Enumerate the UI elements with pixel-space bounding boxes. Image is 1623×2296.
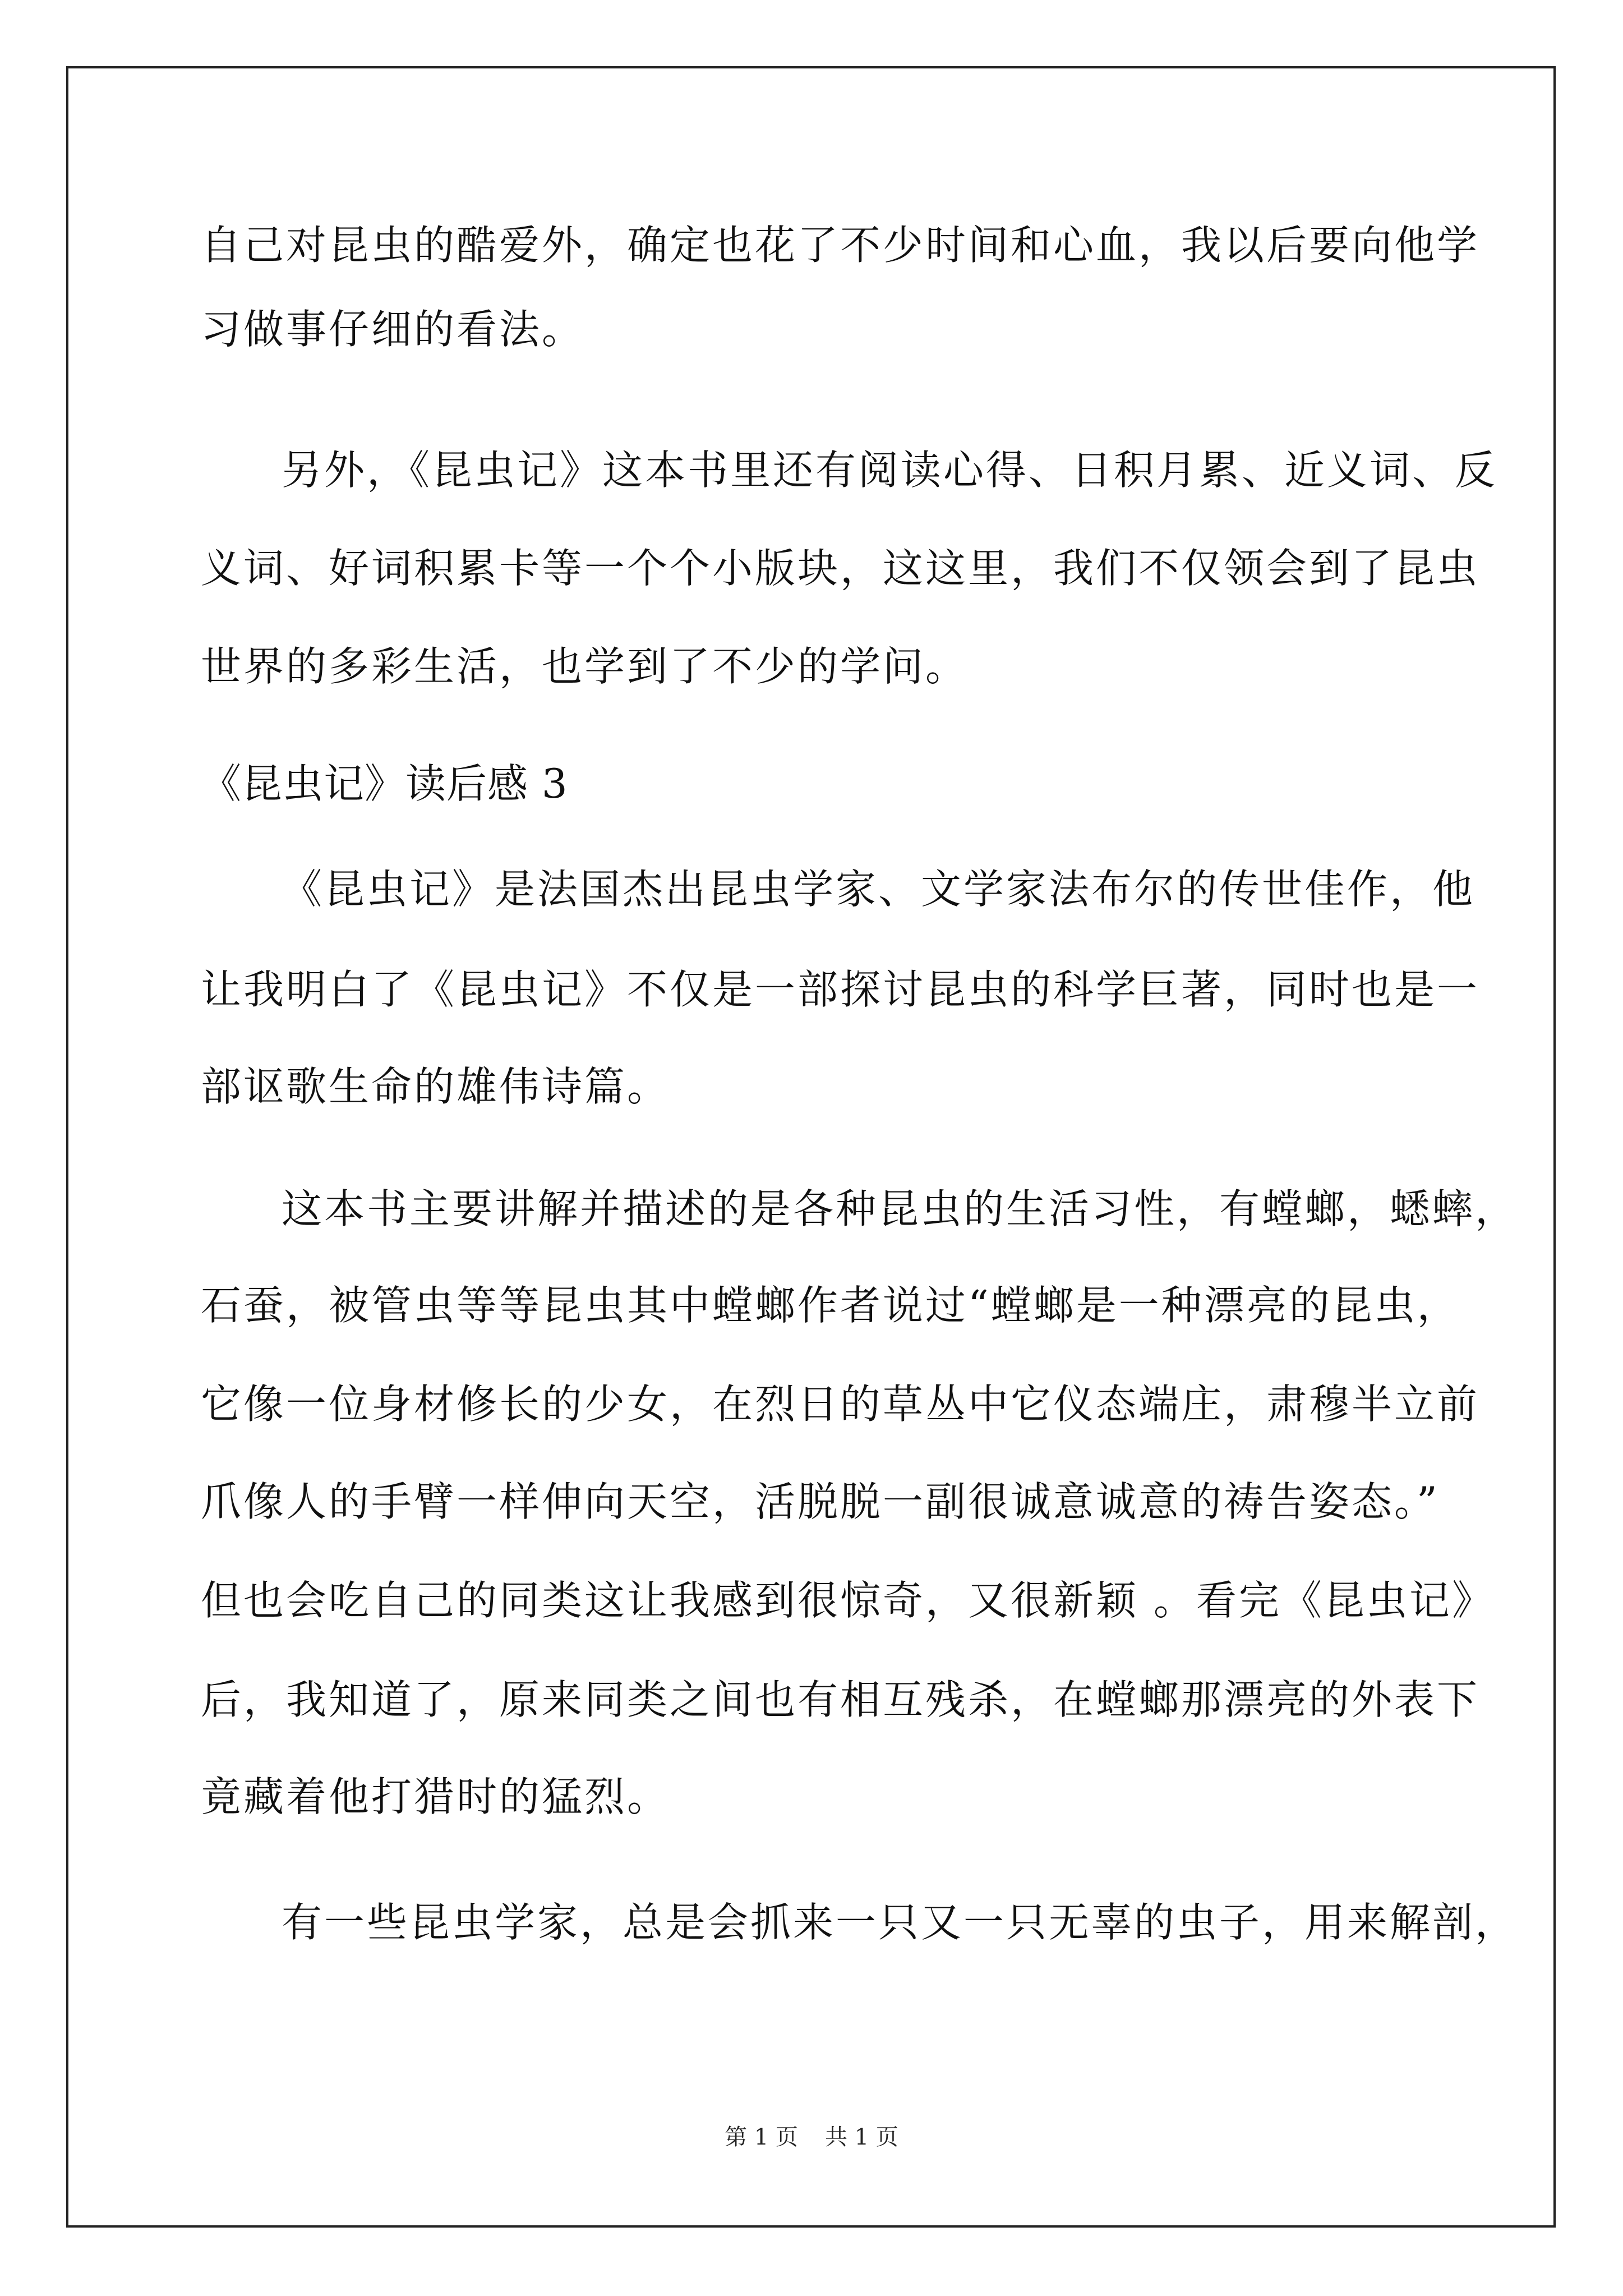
paragraph-line: 《昆虫记》是法国杰出昆虫学家、文学家法布尔的传世佳作，他 <box>282 866 1476 913</box>
paragraph-line: 部讴歌生命的雄伟诗篇。 <box>201 1063 670 1110</box>
section-heading: 《昆虫记》读后感 3 <box>201 760 568 807</box>
paragraph-line: 世界的多彩生活，也学到了不少的学问。 <box>201 643 969 690</box>
paragraph-line: 这本书主要讲解并描述的是各种昆虫的生活习性，有螳螂，蟋蟀， <box>282 1185 1518 1232</box>
paragraph-line: 自己对昆虫的酷爱外，确定也花了不少时间和心血，我以后要向他学 <box>201 222 1480 269</box>
paragraph-line: 爪像人的手臂一样伸向天空，活脱脱一副很诚意诚意的祷告姿态。” <box>201 1478 1440 1525</box>
paragraph-line: 义词、好词积累卡等一个个小版块，这这里，我们不仅领会到了昆虫 <box>201 545 1480 592</box>
paragraph-line: 习做事仔细的看法。 <box>201 306 585 353</box>
paragraph-line: 石蚕，被管虫等等昆虫其中螳螂作者说过“螳螂是一种漂亮的昆虫， <box>201 1282 1460 1329</box>
page-footer <box>0 2123 1623 2151</box>
page-number: 第 1 页 <box>725 2124 798 2150</box>
paragraph-line: 但也会吃自己的同类这让我感到很惊奇，又很新颖 。看完《昆虫记》 <box>201 1577 1495 1624</box>
paragraph-line: 有一些昆虫学家，总是会抓来一只又一只无辜的虫子，用来解剖， <box>282 1899 1518 1946</box>
paragraph-line: 另外，《昆虫记》这本书里还有阅读心得、日积月累、近义词、反 <box>282 447 1498 494</box>
page-total: 共 1 页 <box>825 2124 898 2150</box>
paragraph-line: 后，我知道了，原来同类之间也有相互残杀，在螳螂那漂亮的外表下 <box>201 1676 1480 1723</box>
paragraph-line: 竟藏着他打猎时的猛烈。 <box>201 1773 670 1820</box>
paragraph-line: 它像一位身材修长的少女，在烈日的草丛中它仪态端庄，肃穆半立前 <box>201 1381 1480 1428</box>
paragraph-line: 让我明白了《昆虫记》不仅是一部探讨昆虫的科学巨著，同时也是一 <box>201 966 1480 1013</box>
